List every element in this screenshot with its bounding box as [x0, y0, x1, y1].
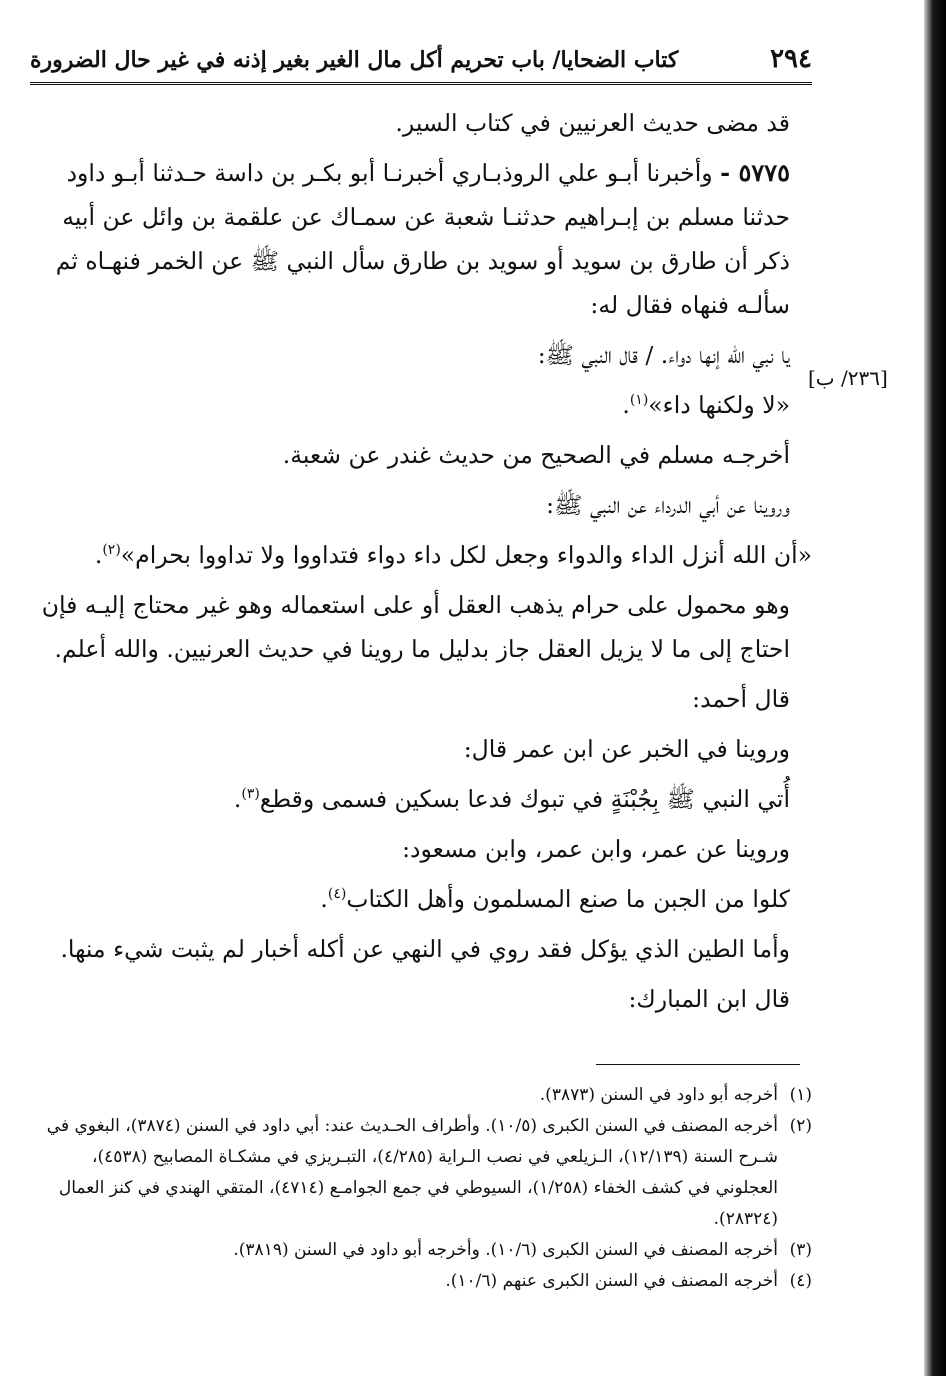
punct: .: [320, 885, 328, 913]
quote: [30, 877, 812, 921]
punct: .: [233, 785, 242, 813]
paragraph: أخرجـه مسلم في الصحيح من حديث غندر عن شعبة.: [282, 441, 790, 469]
header-title: كتاب الضحايا/ باب تحريم أكل مال الغير بغير إذنه في غير حال الضرورة: [30, 47, 679, 73]
quote: [30, 383, 812, 427]
page-edge: [924, 0, 946, 1376]
paragraph: قال ابن المبارك:: [628, 985, 790, 1013]
running-header: [30, 44, 812, 85]
paragraph: وروينا عن أبي الدرداء عن النبي ﷺ:: [546, 491, 790, 519]
footnote-text: أخرجه المصنف في السنن الكبرى (١٠/٥). وأطراف الحـديث عند: أبي داود في السنن (٣٨٧٤)، البغوي في شـرح السنة (١٢/١٣٩)، الـزيلعي في نصب الـراية (٤/٢٨٥)، التبـريزي في مشكـاة المصابيح (٤٥٣٨)، العجلوني في كشف الخفاء (١/٢٥٨)، السيوطي في جمع الجوامـع (٤٧١٤)، المتقي الهندي في كنز العمال (٢٨٣٢٤).: [46, 1116, 778, 1229]
quote: [30, 777, 812, 821]
footnote: [34, 1111, 812, 1235]
footnote-ref: (٤): [327, 886, 347, 903]
punct: .: [622, 391, 630, 419]
footnote-number: (١): [789, 1085, 812, 1105]
footnote-number: (٣): [789, 1240, 812, 1260]
paragraph: وأما الطين الذي يؤكل فقد روي في النهي عن أكله أخبار لم يثبت شيء منها.: [60, 935, 790, 963]
footnote-ref: (٢): [102, 542, 121, 559]
footnote-number: (٤): [789, 1271, 812, 1291]
main-text: [30, 101, 812, 1021]
paragraph: وروينا عن عمر، وابن عمر، وابن مسعود:: [402, 835, 790, 863]
quote-text: أُتي النبي ﷺ بِجُبْنَةٍ في تبوك فدعا بسكين فسمى وقطع: [259, 785, 790, 813]
footnote-ref: (١): [629, 392, 649, 409]
hadith-text: وأخبرنا أبـو علي الروذبـاري أخبرنـا أبو بكـر بن داسة حـدثنا أبـو داود حدثنا مسلم بن إبـراهيم حدثنـا شعبة عن سمـاك عن علقمة بن وائل عن أبيه ذكر أن طارق بن سويد أو سويد بن طارق سأل النبي ﷺ عن الخمر فنهـاه ثم سألـه فنهاه فقال له:: [55, 159, 790, 319]
quote-text: «أن الله أنزل الداء والدواء وجعل لكل داء دواء فتداووا ولا تداووا بحرام»: [120, 541, 812, 569]
footnotes: [34, 1080, 812, 1297]
footnote-text: أخرجه المصنف في السنن الكبرى عنهم (١٠/٦).: [445, 1271, 778, 1291]
hadith-paragraph: [30, 151, 812, 327]
punct: .: [94, 541, 103, 569]
footnote: [34, 1080, 812, 1111]
footnote-ref: (٣): [241, 786, 260, 803]
hadith-number: ٥٧٧٥ -: [720, 158, 790, 187]
page-number: ٢٩٤: [770, 44, 812, 74]
paragraph: قال أحمد:: [692, 685, 790, 713]
paragraph: وهو محمول على حرام يذهب العقل أو على استعماله وهو غير محتاج إليـه فإن احتاج إلى ما لا يزيل العقل جاز بدليل ما روينا في حديث العرنيين. والله أعلم.: [41, 591, 790, 663]
footnote-text: أخرجه المصنف في السنن الكبرى (١٠/٦). وأخرجه أبو داود في السنن (٣٨١٩).: [233, 1240, 778, 1260]
paragraph: يا نبي الله إنها دواء. / قال النبي ﷺ:: [537, 341, 790, 369]
manuscript-folio-ref: [٢٣٦/ ب]: [808, 366, 888, 390]
footnote: [34, 1235, 812, 1266]
quote-text: «لا ولكنها داء»: [648, 391, 790, 419]
paragraph: وروينا في الخبر عن ابن عمر قال:: [463, 735, 790, 763]
quote: [30, 533, 812, 577]
book-page: [30, 44, 812, 1027]
footnote: [34, 1266, 812, 1297]
quote-text: كلوا من الجبن ما صنع المسلمون وأهل الكتاب: [346, 885, 790, 913]
footnote-separator: [596, 1064, 800, 1065]
footnote-text: أخرجه أبو داود في السنن (٣٨٧٣).: [539, 1085, 778, 1105]
paragraph: قد مضى حديث العرنيين في كتاب السير.: [395, 109, 790, 137]
footnote-number: (٢): [789, 1116, 812, 1136]
